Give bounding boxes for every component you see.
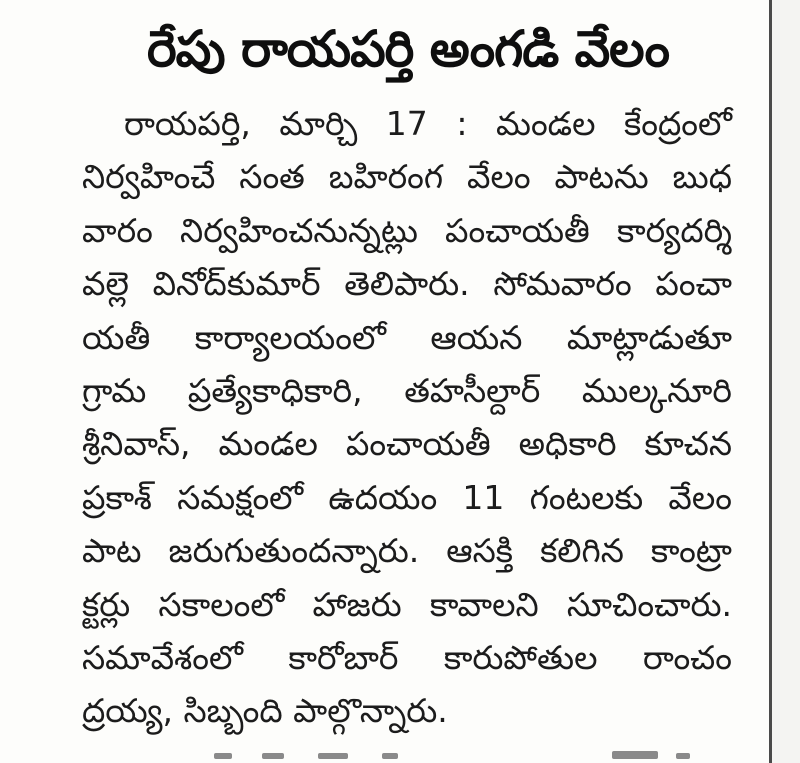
ink-fragment (262, 753, 284, 759)
article-line: పాట జరుగుతుందన్నారు. ఆసక్తి కలిగిన కాంట్రా (82, 531, 732, 571)
ink-fragment (612, 751, 658, 759)
article-line: రాయపర్తి, మార్చి 17 : మండల కేంద్రంలో (124, 104, 732, 143)
adjacent-column-margin (772, 0, 800, 763)
ink-fragment (382, 753, 398, 759)
cut-off-next-article-fragment (0, 745, 769, 763)
article-line: వల్లె వినోద్‌కుమార్ తెలిపారు. సోమవారం పంచా (82, 264, 732, 304)
ink-fragment (318, 753, 348, 759)
ink-fragment (214, 753, 232, 759)
article-line: శ్రీనివాస్, మండల పంచాయతీ అధికారి కూచన (82, 424, 732, 464)
ink-fragment (676, 753, 690, 759)
article-line: ప్రకాశ్ సమక్షంలో ఉదయం 11 గంటలకు వేలం (82, 477, 732, 517)
article-line: ద్రయ్య, సిబ్బంది పాల్గొన్నారు. (82, 691, 448, 731)
article-line: సమావేశంలో కారోబార్ కారుపోతుల రాంచం (82, 637, 732, 677)
headline: రేపు రాయపర్తి అంగడి వేలం (147, 20, 669, 78)
article-line: క్టర్లు సకాలంలో హాజరు కావాలని సూచించారు. (82, 584, 732, 624)
article-line: గ్రామ ప్రత్యేకాధికారి, తహసీల్దార్ ముల్కనూరి (82, 370, 732, 410)
article-line: యతీ కార్యాలయంలో ఆయన మాట్లాడుతూ (82, 317, 732, 357)
article-line: వారం నిర్వహించనున్నట్లు పంచాయతీ కార్యదర్శి (82, 210, 732, 250)
article-line: నిర్వహించే సంత బహిరంగ వేలం పాటను బుధ (82, 157, 732, 197)
article-body (82, 97, 732, 738)
